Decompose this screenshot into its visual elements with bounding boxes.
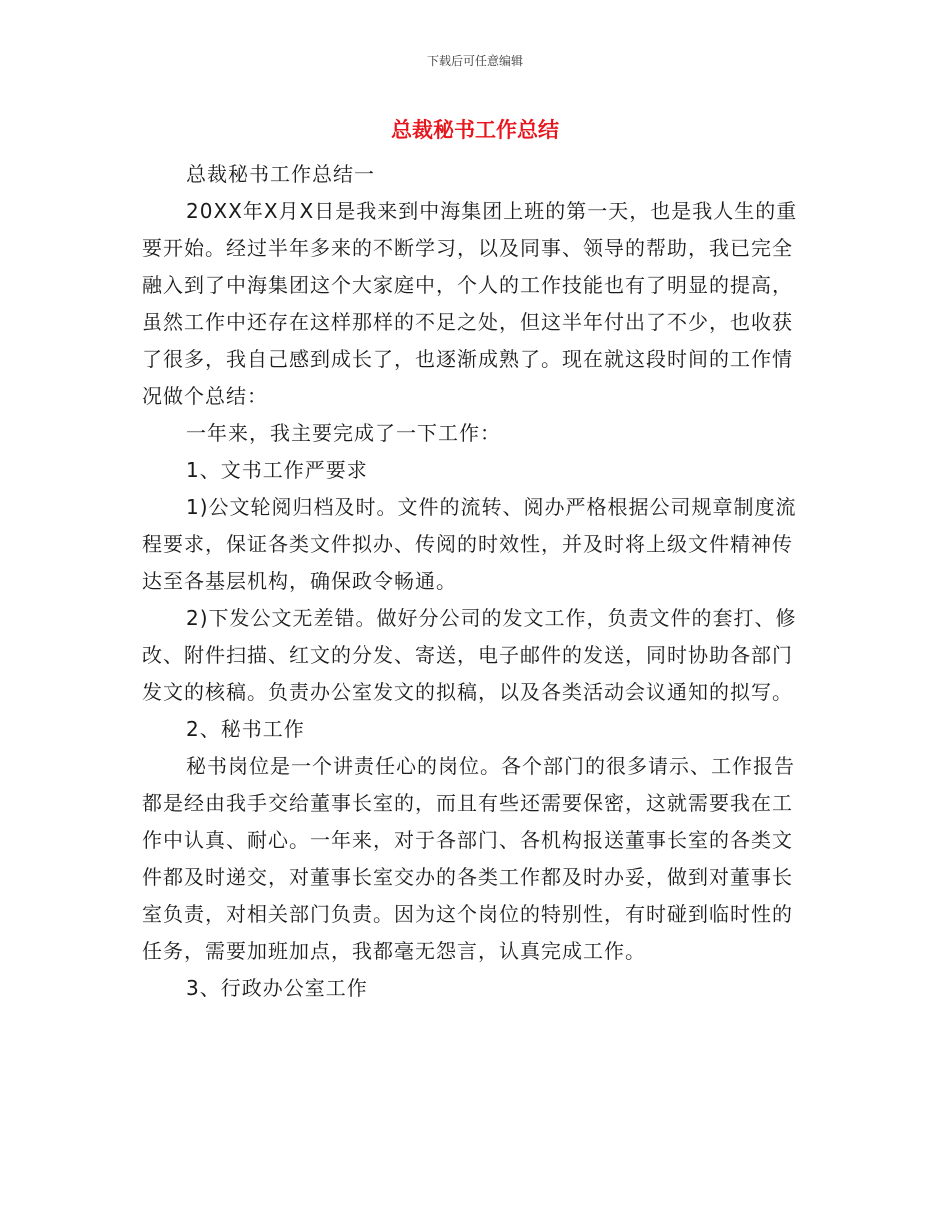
document-body xyxy=(142,156,802,1007)
subtitle-paragraph: 总裁秘书工作总结一 xyxy=(186,162,375,186)
item-paragraph-2: 2)下发公文无差错。做好分公司的发文工作，负责文件的套打、修改、附件扫描、红文的分发、寄送，电子邮件的发送，同时协助各部门发文的核稿。负责办公室发文的拟稿，以及各类活动会议通知的拟写。 xyxy=(142,606,797,704)
document-title: 总裁秘书工作总结 xyxy=(391,118,559,142)
section-heading-2: 2、秘书工作 xyxy=(186,717,305,741)
section-heading-3: 3、行政办公室工作 xyxy=(186,976,368,1000)
summary-lead-paragraph: 一年来，我主要完成了一下工作： xyxy=(186,421,501,445)
section-heading-1: 1、文书工作严要求 xyxy=(186,458,368,482)
page-header: 下载后可任意编辑 xyxy=(426,54,523,68)
item-paragraph-1: 1)公文轮阅归档及时。文件的流转、阅办严格根据公司规章制度流程要求，保证各类文件拟办、传阅的时效性，并及时将上级文件精神传达至各基层机构，确保政令畅通。 xyxy=(142,495,797,593)
secretary-work-paragraph: 秘书岗位是一个讲责任心的岗位。各个部门的很多请示、工作报告都是经由我手交给董事长室的，而且有些还需要保密，这就需要我在工作中认真、耐心。一年来，对于各部门、各机构报送董事长室的各类文件都及时递交，对董事长室交办的各类工作都及时办妥，做到对董事长室负责，对相关部门负责。因为这个岗位的特别性，有时碰到临时性的任务，需要加班加点，我都毫无怨言，认真完成工作。 xyxy=(142,754,795,963)
intro-paragraph: 20XX年X月X日是我来到中海集团上班的第一天，也是我人生的重要开始。经过半年多来的不断学习，以及同事、领导的帮助，我已完全融入到了中海集团这个大家庭中，个人的工作技能也有了明显的提高，虽然工作中还存在这样那样的不足之处，但这半年付出了不少，也收获了很多，我自己感到成长了，也逐渐成熟了。现在就这段时间的工作情况做个总结： xyxy=(142,199,798,408)
